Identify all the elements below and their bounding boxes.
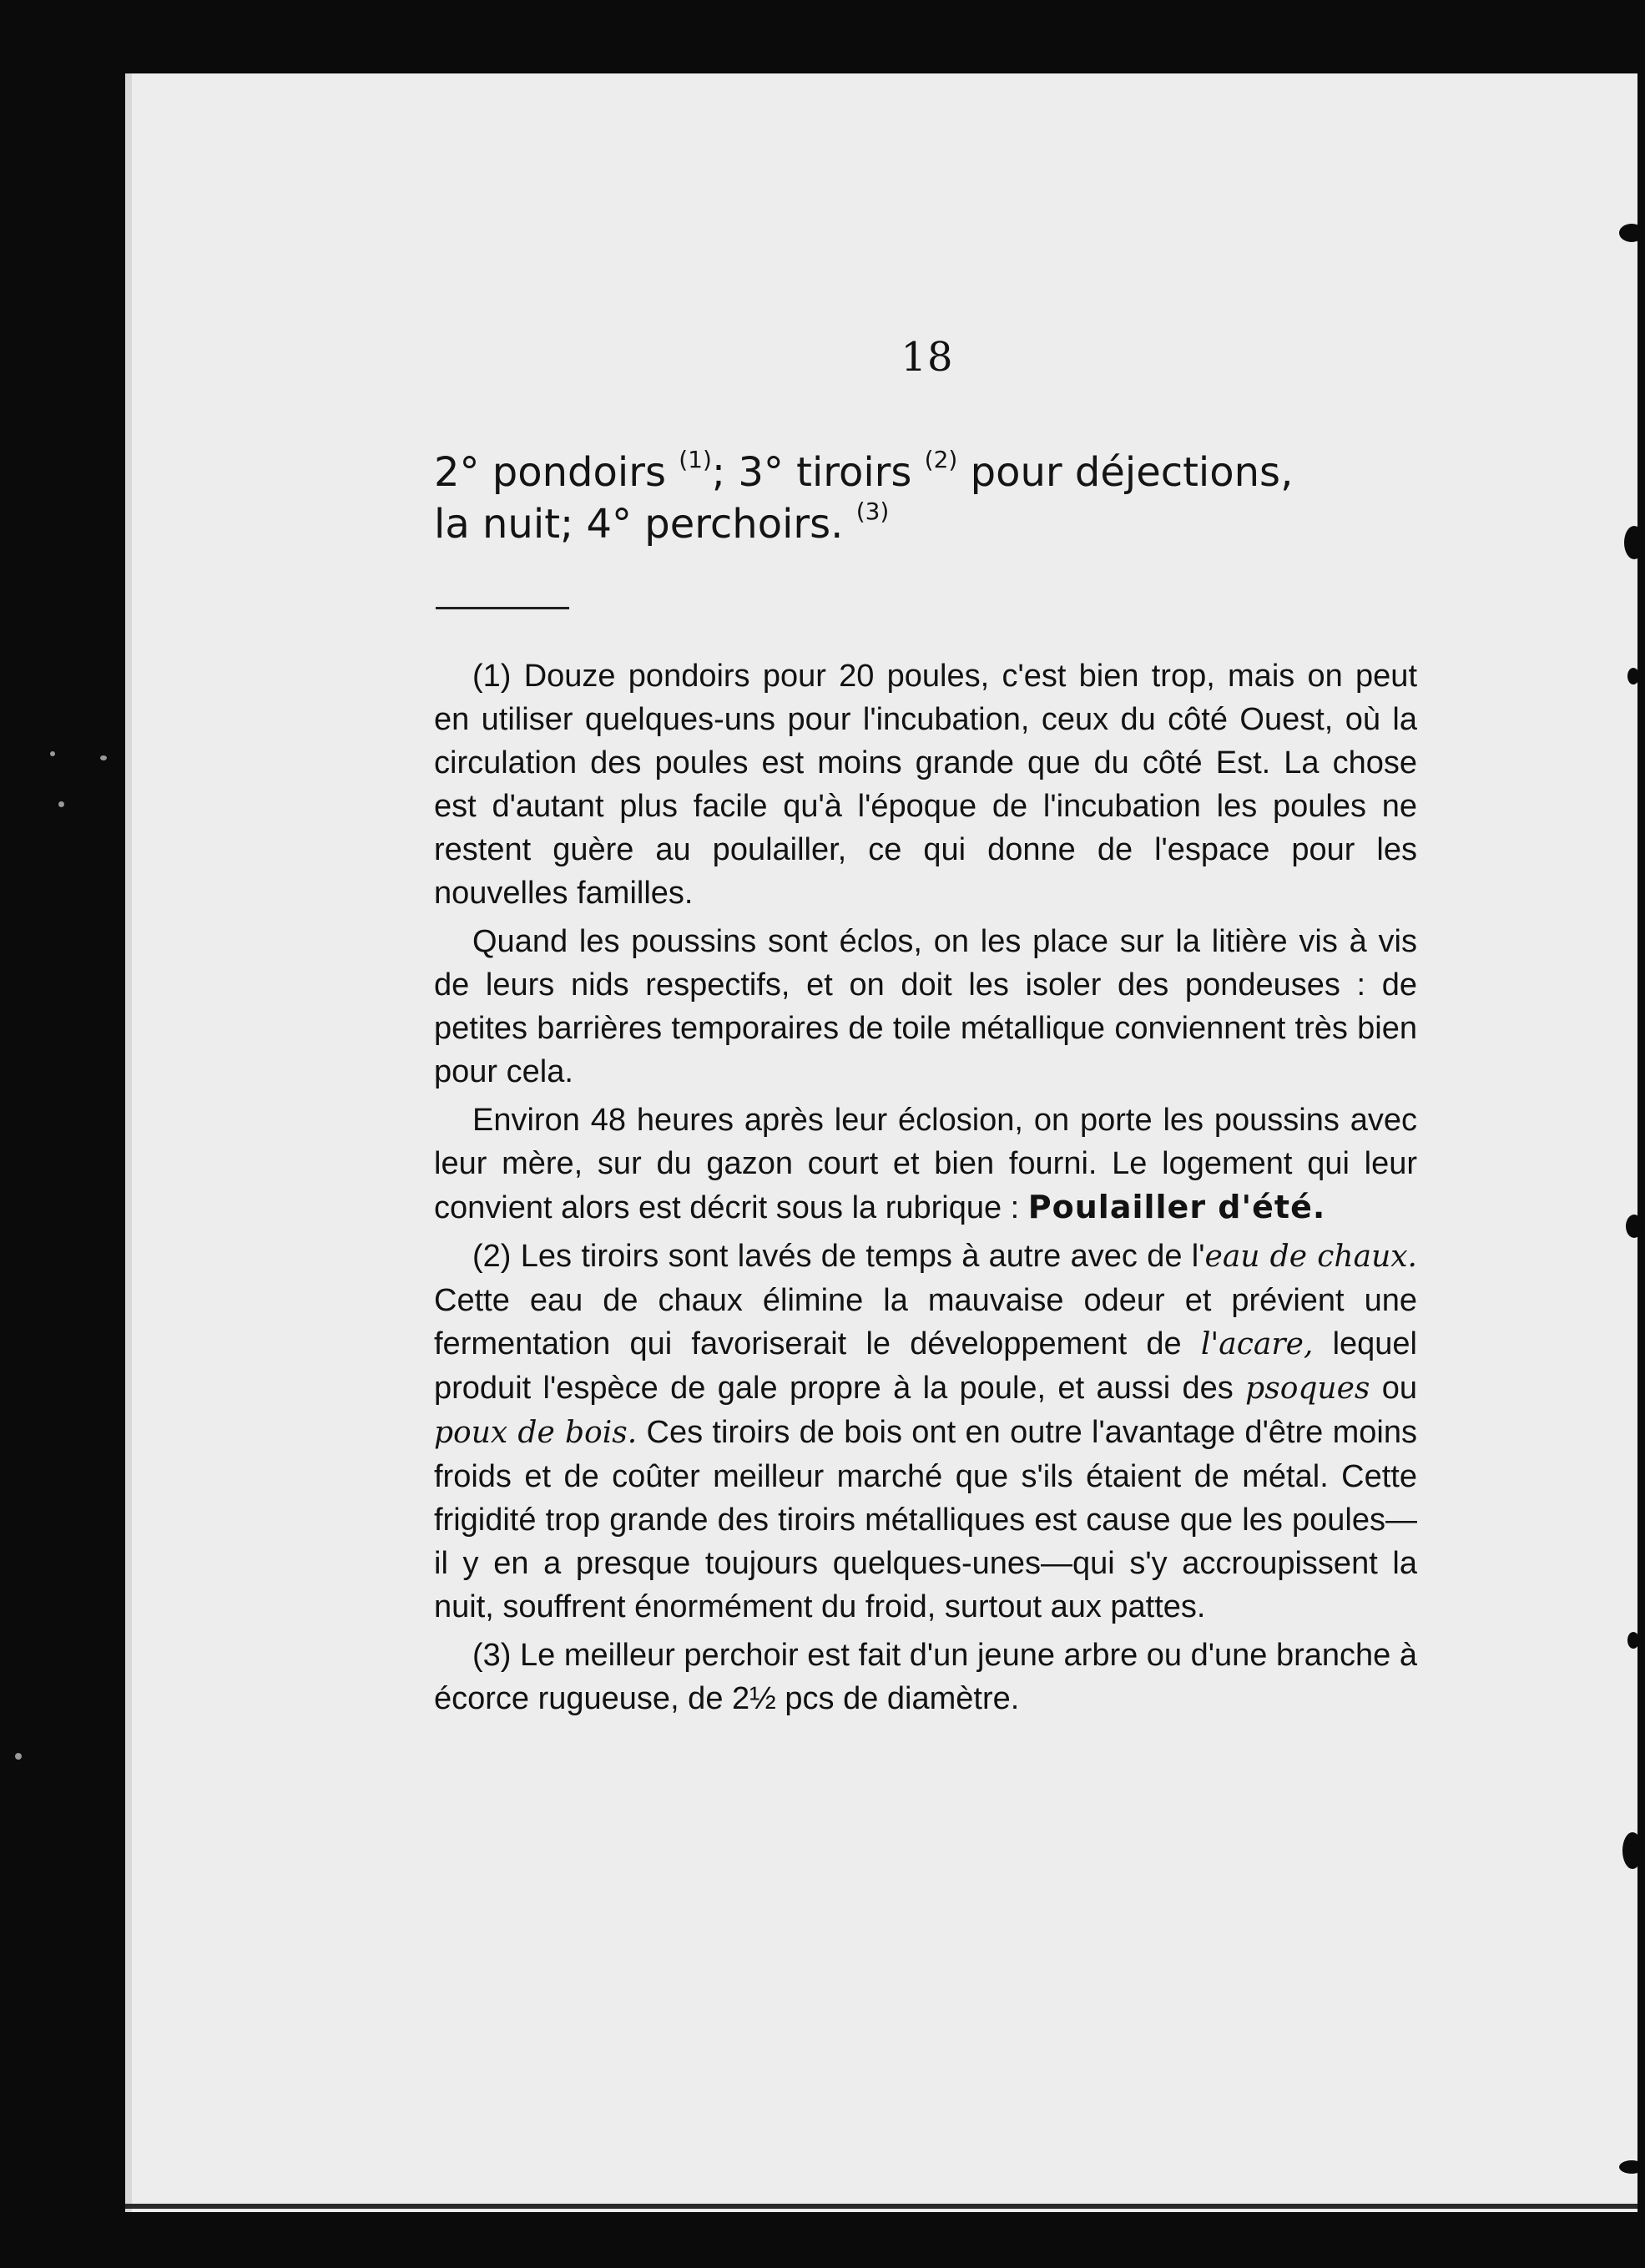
- intro-fragment: pour déjections,: [957, 449, 1294, 496]
- page-number: 18: [901, 334, 954, 381]
- footnote-2-fragment: lequel produit l'espèce de gale propre à la poule, et aussi des: [434, 1326, 1417, 1406]
- intro-fragment: 2° pondoirs: [434, 449, 679, 496]
- scan-speck: [15, 1753, 22, 1760]
- footnote-ref-2[interactable]: (2): [924, 446, 958, 473]
- footnote-ref-1[interactable]: (1): [679, 446, 712, 473]
- footnote-2-fragment: Ces tiroirs de bois ont en outre l'avantage d'être moins froids et de coûter meilleur marché que s'ils étaient de métal. Cette frigidité trop grande des tiroirs métalliques est cause que les poules—il y en a presque toujours quelques-unes—qui s'y accroupissent la nuit, souffrent énormément du froid, surtout aux pattes.: [434, 1415, 1418, 1624]
- edge-blot: [1622, 1832, 1642, 1869]
- edge-blot: [1626, 1215, 1642, 1238]
- scan-speck: [100, 755, 107, 760]
- italic-term-psoques: psoques: [1245, 1371, 1370, 1406]
- intro-line-1-text: [434, 447, 1293, 498]
- intro-line-2: [434, 498, 1419, 550]
- edge-blot: [1619, 224, 1644, 242]
- intro-fragment: ; 3° tiroirs: [711, 449, 925, 496]
- italic-term-acare: l'acare,: [1200, 1327, 1314, 1361]
- footnotes: [434, 654, 1417, 1725]
- scan-speck: [50, 751, 55, 756]
- footnote-1-paragraph-3: [434, 1099, 1417, 1230]
- edge-blot: [1624, 526, 1644, 559]
- footnote-2-fragment: ou: [1370, 1371, 1417, 1406]
- footnote-2-fragment: Cette eau de chaux élimine la mauvaise odeur et prévient une fermentation qui favoriserait le développement de: [434, 1283, 1417, 1361]
- footnote-ref-3[interactable]: (3): [855, 498, 890, 525]
- footnote-3: (3) Le meilleur perchoir est fait d'un jeune arbre ou d'une branche à écorce rugueuse, de 2½ pcs de diamètre.: [434, 1638, 1417, 1716]
- edge-blot: [1619, 2160, 1644, 2174]
- footnote-2-fragment: (2) Les tiroirs sont lavés de temps à autre avec de l': [472, 1239, 1205, 1274]
- intro-paragraph: [434, 447, 1419, 550]
- footnote-separator: [436, 607, 569, 609]
- intro-line-1: [434, 447, 1419, 498]
- footnote-2: [434, 1235, 1417, 1629]
- footnote-1-paragraph-1: (1) Douze pondoirs pour 20 poules, c'est bien trop, mais on peut en utiliser quelques-uns pour l'incubation, ceux du côté Ouest, où la circulation des poules est moins grande que du côté Est. La chose est d'autant plus facile qu'à l'époque de l'incubation les poules ne restent guère au poulailler, ce qui donne de l'espace pour les nouvelles familles.: [434, 659, 1417, 911]
- scan-speck: [58, 801, 64, 807]
- footnote-1-paragraph-2: Quand les poussins sont éclos, on les place sur la litière vis à vis de leurs nids respectifs, et on doit les isoler des pondeuses : de petites barrières temporaires de toile métallique conviennent très bien pour cela.: [434, 924, 1417, 1089]
- italic-term-eau-de-chaux: eau de chaux.: [1204, 1240, 1417, 1274]
- rubric-reference: Poulailler d'été.: [1027, 1189, 1326, 1225]
- edge-blot: [1627, 1632, 1639, 1649]
- footnote-1-paragraph-3-text: Environ 48 heures après leur éclosion, on porte les poussins avec leur mère, sur du gazon court et bien fourni. Le logement qui leur convient alors est décrit sous la rubrique :: [434, 1103, 1417, 1225]
- intro-fragment: la nuit; 4° perchoirs.: [434, 501, 856, 548]
- italic-term-poux-de-bois: poux de bois.: [434, 1416, 638, 1450]
- page-bottom-edge: [125, 2204, 1637, 2209]
- edge-blot: [1627, 668, 1639, 684]
